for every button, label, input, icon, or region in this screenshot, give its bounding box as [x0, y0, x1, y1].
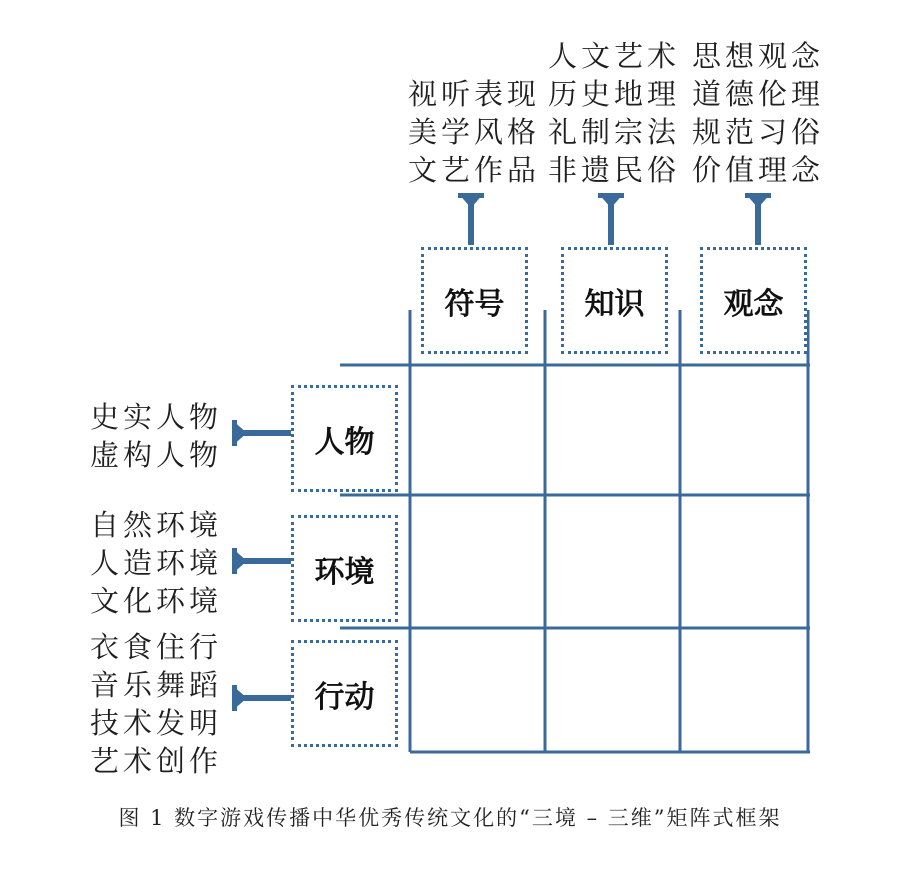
- column-3-item: 道德伦理: [692, 77, 825, 111]
- row-3-item: 衣食住行: [90, 630, 223, 664]
- row-3-item: 艺术创作: [90, 744, 223, 778]
- column-1-item: 美学风格: [408, 115, 541, 149]
- column-header-knowledge: 知识: [561, 247, 668, 354]
- column-3-item: 规范习俗: [692, 115, 825, 149]
- column-header-symbol: 符号: [421, 247, 528, 354]
- row-1-item: 史实人物: [90, 400, 223, 434]
- figure-caption: 图 1 数字游戏传播中华优秀传统文化的“三境 – 三维”矩阵式框架: [118, 806, 782, 830]
- column-header-concept: 观念: [700, 247, 807, 354]
- column-2-item: 人文艺术: [548, 39, 681, 73]
- row-2-item: 自然环境: [90, 508, 223, 542]
- column-1-item: 文艺作品: [408, 153, 541, 187]
- row-3-items: [90, 628, 222, 780]
- column-3-item: 价值理念: [692, 153, 825, 187]
- row-3-item: 音乐舞蹈: [90, 668, 223, 702]
- row-2-items: [90, 506, 222, 620]
- row-header-environment: 环境: [291, 515, 398, 622]
- column-1-items: [408, 75, 540, 189]
- column-2-item: 历史地理: [548, 77, 681, 111]
- row-3-item: 技术发明: [90, 706, 223, 740]
- column-3-items: [692, 37, 824, 189]
- row-header-action: 行动: [291, 640, 398, 747]
- row-header-character: 人物: [291, 385, 398, 492]
- column-3-item: 思想观念: [692, 39, 825, 73]
- column-2-items: [548, 37, 680, 189]
- row-1-items: [90, 398, 222, 474]
- column-2-item: 礼制宗法: [548, 115, 681, 149]
- row-2-item: 人造环境: [90, 546, 223, 580]
- row-2-item: 文化环境: [90, 584, 223, 618]
- row-1-item: 虚构人物: [90, 438, 223, 472]
- column-1-item: 视听表现: [408, 77, 541, 111]
- column-2-item: 非遗民俗: [548, 153, 681, 187]
